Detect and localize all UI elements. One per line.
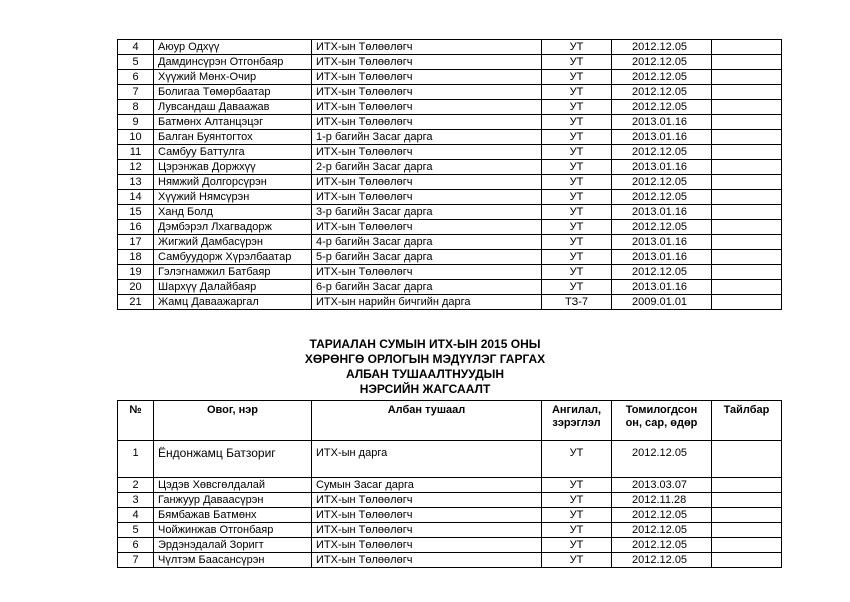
row-number: 6 (118, 70, 154, 85)
row-name: Самбуудорж Хүрэлбаатар (154, 250, 312, 265)
row-appointed-date: 2012.12.05 (612, 553, 712, 568)
table-row (118, 250, 782, 265)
row-appointed-date: 2012.12.05 (612, 145, 712, 160)
row-note (712, 40, 782, 55)
row-appointed-date: 2013.01.16 (612, 130, 712, 145)
row-number: 20 (118, 280, 154, 295)
row-name: Шархүү Далайбаяр (154, 280, 312, 295)
header-appointed-date: Томилогдсон он, сар, өдөр (612, 401, 712, 441)
title-line-2: ХӨРӨНГӨ ОРЛОГЫН МЭДҮҮЛЭГ ГАРГАХ (304, 352, 546, 366)
row-category: УТ (542, 115, 612, 130)
row-appointed-date: 2013.01.16 (612, 235, 712, 250)
header-name: Овог, нэр (154, 401, 312, 441)
row-name: Цэрэнжав Доржхүү (154, 160, 312, 175)
row-number: 19 (118, 265, 154, 280)
row-position: ИТХ-ын Төлөөлөгч (312, 70, 542, 85)
table-row (118, 478, 782, 493)
table-row (118, 235, 782, 250)
row-note (712, 478, 782, 493)
table-row (118, 55, 782, 70)
row-number: 7 (118, 85, 154, 100)
row-name: Балган Буянтогтох (154, 130, 312, 145)
row-category: УТ (542, 553, 612, 568)
row-appointed-date: 2009.01.01 (612, 295, 712, 310)
row-name: Ханд Болд (154, 205, 312, 220)
row-position: 1-р багийн Засаг дарга (312, 130, 542, 145)
row-number: 4 (118, 508, 154, 523)
header-position: Албан тушаал (312, 401, 542, 441)
row-note (712, 175, 782, 190)
row-note (712, 220, 782, 235)
row-number: 10 (118, 130, 154, 145)
row-note (712, 538, 782, 553)
row-name: Цэдэв Хөвсгөлдалай (154, 478, 312, 493)
table-row (118, 40, 782, 55)
row-number: 17 (118, 235, 154, 250)
table-row (118, 175, 782, 190)
row-appointed-date: 2013.01.16 (612, 160, 712, 175)
row-category: УТ (542, 265, 612, 280)
row-category: УТ (542, 493, 612, 508)
row-number: 1 (118, 441, 154, 478)
row-note (712, 145, 782, 160)
row-category: УТ (542, 508, 612, 523)
table-row (118, 538, 782, 553)
row-name: Ёндонжамц Батзориг (154, 441, 312, 478)
row-number: 6 (118, 538, 154, 553)
row-appointed-date: 2012.11.28 (612, 493, 712, 508)
table-row (118, 553, 782, 568)
row-position: ИТХ-ын Төлөөлөгч (312, 553, 542, 568)
row-note (712, 115, 782, 130)
row-note (712, 280, 782, 295)
row-number: 15 (118, 205, 154, 220)
row-position: ИТХ-ын Төлөөлөгч (312, 55, 542, 70)
row-category: УТ (542, 175, 612, 190)
row-note (712, 553, 782, 568)
row-appointed-date: 2012.12.05 (612, 523, 712, 538)
row-appointed-date: 2013.01.16 (612, 250, 712, 265)
row-appointed-date: 2012.12.05 (612, 265, 712, 280)
row-number: 13 (118, 175, 154, 190)
row-note (712, 100, 782, 115)
row-note (712, 523, 782, 538)
row-category: УТ (542, 145, 612, 160)
document-title (0, 337, 850, 397)
row-name: Самбуу Баттулга (154, 145, 312, 160)
row-number: 9 (118, 115, 154, 130)
row-position: ИТХ-ын Төлөөлөгч (312, 115, 542, 130)
row-name: Бямбажав Батмөнх (154, 508, 312, 523)
row-category: УТ (542, 70, 612, 85)
row-position: ИТХ-ын дарга (312, 441, 542, 478)
row-position: ИТХ-ын Төлөөлөгч (312, 40, 542, 55)
row-note (712, 295, 782, 310)
row-name: Аюур Одхүү (154, 40, 312, 55)
row-number: 2 (118, 478, 154, 493)
row-number: 18 (118, 250, 154, 265)
row-category: УТ (542, 441, 612, 478)
row-position: ИТХ-ын нарийн бичгийн дарга (312, 295, 542, 310)
header-number: № (118, 401, 154, 441)
row-note (712, 205, 782, 220)
row-category: УТ (542, 205, 612, 220)
row-name: Болигаа Төмөрбаатар (154, 85, 312, 100)
row-name: Ганжуур Даваасүрэн (154, 493, 312, 508)
row-position: Сумын Засаг дарга (312, 478, 542, 493)
table-row (118, 160, 782, 175)
title-line-3: АЛБАН ТУШААЛТНУУДЫН (345, 367, 505, 381)
row-appointed-date: 2012.12.05 (612, 538, 712, 553)
table-row (118, 190, 782, 205)
row-category: УТ (542, 40, 612, 55)
row-number: 12 (118, 160, 154, 175)
row-name: Дэмбэрэл Лхагвадорж (154, 220, 312, 235)
row-appointed-date: 2013.03.07 (612, 478, 712, 493)
row-note (712, 130, 782, 145)
row-note (712, 235, 782, 250)
row-category: ТЗ-7 (542, 295, 612, 310)
row-position: 3-р багийн Засаг дарга (312, 205, 542, 220)
title-line-1: ТАРИАЛАН СУМЫН ИТХ-ЫН 2015 ОНЫ (309, 337, 541, 351)
table-row (118, 295, 782, 310)
row-appointed-date: 2012.12.05 (612, 100, 712, 115)
table-row (118, 70, 782, 85)
table-row (118, 205, 782, 220)
row-note (712, 55, 782, 70)
row-name: Дамдинсүрэн Отгонбаяр (154, 55, 312, 70)
row-appointed-date: 2013.01.16 (612, 115, 712, 130)
row-number: 21 (118, 295, 154, 310)
row-category: УТ (542, 160, 612, 175)
row-name: Чойжинжав Отгонбаяр (154, 523, 312, 538)
row-position: ИТХ-ын Төлөөлөгч (312, 523, 542, 538)
row-name: Чүлтэм Баасансүрэн (154, 553, 312, 568)
row-note (712, 493, 782, 508)
row-category: УТ (542, 478, 612, 493)
row-category: УТ (542, 538, 612, 553)
row-name: Нямжий Долгорсүрэн (154, 175, 312, 190)
row-position: ИТХ-ын Төлөөлөгч (312, 85, 542, 100)
table-row (118, 100, 782, 115)
row-note (712, 190, 782, 205)
row-name: Хүүжий Мөнх-Очир (154, 70, 312, 85)
table-header-row (118, 401, 782, 441)
row-position: ИТХ-ын Төлөөлөгч (312, 265, 542, 280)
row-appointed-date: 2012.12.05 (612, 190, 712, 205)
row-name: Эрдэнэдалай Зоригт (154, 538, 312, 553)
row-name: Хүүжий Нямсүрэн (154, 190, 312, 205)
row-category: УТ (542, 220, 612, 235)
officials-table (117, 400, 782, 568)
title-line-4: НЭРСИЙН ЖАГСААЛТ (359, 382, 491, 396)
row-category: УТ (542, 190, 612, 205)
row-position: 2-р багийн Засаг дарга (312, 160, 542, 175)
row-name: Батмөнх Алтанцэцэг (154, 115, 312, 130)
row-category: УТ (542, 55, 612, 70)
row-position: 5-р багийн Засаг дарга (312, 250, 542, 265)
row-appointed-date: 2012.12.05 (612, 220, 712, 235)
row-appointed-date: 2013.01.16 (612, 205, 712, 220)
row-appointed-date: 2012.12.05 (612, 175, 712, 190)
table-row (118, 130, 782, 145)
row-category: УТ (542, 280, 612, 295)
row-category: УТ (542, 250, 612, 265)
table-row (118, 508, 782, 523)
officials-table-body (118, 441, 782, 568)
table-row (118, 220, 782, 235)
row-category: УТ (542, 130, 612, 145)
row-note (712, 160, 782, 175)
row-category: УТ (542, 235, 612, 250)
row-appointed-date: 2012.12.05 (612, 70, 712, 85)
officials-table-continued (117, 39, 782, 310)
row-number: 14 (118, 190, 154, 205)
row-appointed-date: 2012.12.05 (612, 85, 712, 100)
row-note (712, 85, 782, 100)
row-position: ИТХ-ын Төлөөлөгч (312, 145, 542, 160)
row-number: 5 (118, 55, 154, 70)
table-row (118, 85, 782, 100)
row-position: ИТХ-ын Төлөөлөгч (312, 493, 542, 508)
row-position: ИТХ-ын Төлөөлөгч (312, 538, 542, 553)
row-number: 3 (118, 493, 154, 508)
row-appointed-date: 2012.12.05 (612, 40, 712, 55)
row-category: УТ (542, 523, 612, 538)
row-category: УТ (542, 100, 612, 115)
row-number: 8 (118, 100, 154, 115)
row-number: 7 (118, 553, 154, 568)
row-note (712, 265, 782, 280)
header-category: Ангилал, зэрэглэл (542, 401, 612, 441)
row-note (712, 70, 782, 85)
row-position: ИТХ-ын Төлөөлөгч (312, 508, 542, 523)
row-appointed-date: 2012.12.05 (612, 55, 712, 70)
row-position: 4-р багийн Засаг дарга (312, 235, 542, 250)
officials-table-continued-body (118, 40, 782, 310)
row-position: ИТХ-ын Төлөөлөгч (312, 100, 542, 115)
table-row (118, 523, 782, 538)
row-number: 11 (118, 145, 154, 160)
row-position: ИТХ-ын Төлөөлөгч (312, 190, 542, 205)
row-position: ИТХ-ын Төлөөлөгч (312, 175, 542, 190)
row-appointed-date: 2012.12.05 (612, 441, 712, 478)
row-name: Жигжий Дамбасүрэн (154, 235, 312, 250)
row-category: УТ (542, 85, 612, 100)
table-row (118, 145, 782, 160)
row-position: 6-р багийн Засаг дарга (312, 280, 542, 295)
table-row (118, 493, 782, 508)
row-name: Гэлэгнамжил Батбаяр (154, 265, 312, 280)
row-position: ИТХ-ын Төлөөлөгч (312, 220, 542, 235)
table-row (118, 265, 782, 280)
header-note: Тайлбар (712, 401, 782, 441)
row-name: Лувсандаш Даваажав (154, 100, 312, 115)
row-note (712, 250, 782, 265)
table-row (118, 115, 782, 130)
row-name: Жамц Даваажаргал (154, 295, 312, 310)
row-appointed-date: 2012.12.05 (612, 508, 712, 523)
table-row (118, 441, 782, 478)
row-number: 4 (118, 40, 154, 55)
row-number: 5 (118, 523, 154, 538)
row-number: 16 (118, 220, 154, 235)
row-note (712, 441, 782, 478)
row-appointed-date: 2013.01.16 (612, 280, 712, 295)
table-row (118, 280, 782, 295)
row-note (712, 508, 782, 523)
